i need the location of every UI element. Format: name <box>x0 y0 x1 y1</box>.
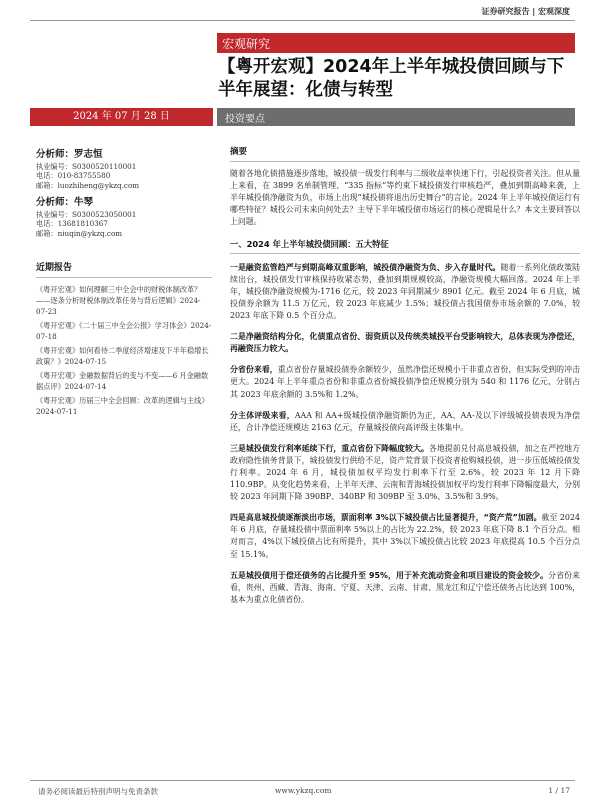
paragraph-lead: 五是城投债用于偿还债务的占比提升至 95%，用于补充流动资金和项目建设的资金较少。 <box>230 570 549 580</box>
page-number: 1 / 17 <box>548 786 570 795</box>
report-date: 2024 年 07 月 28 日 <box>30 108 213 126</box>
header-divider <box>30 20 575 21</box>
recent-report-item[interactable]: 《粤开宏观》如何看待二季度经济增速及下半年稳增长政策？》2024-07-15 <box>36 345 209 366</box>
sidebar <box>36 150 212 420</box>
report-type-label: 证券研究报告 | 宏观深度 <box>481 7 570 16</box>
analyst-license: 执业编号：S0300520110001 <box>36 161 137 171</box>
paragraph-5 <box>230 443 580 503</box>
paragraph-7 <box>230 570 580 606</box>
recent-report-item[interactable]: 《粤开宏观》金融数据背后的变与不变——6 月金融数据点评》2024-07-14 <box>36 370 209 391</box>
analyst-phone: 电话：13681810367 <box>36 219 108 228</box>
paragraph-1 <box>230 262 580 322</box>
recent-report-item[interactable]: 《粤开宏观》《二十届三中全会公报》学习体会》2024-07-18 <box>36 320 212 341</box>
paragraph-body: 随着一系列化债政策陆续出台，城投债发行审核保持收紧态势，叠加到期规模较高，净融资规模大幅回落。2024 年上半年，城投债净融资规模为-1716 亿元，较 2023 年同期减少 8901 亿元。截至 2024 年 6 月底，城投债券余额为 11.5 万亿元，较 2023 年底减少 1.5%；城投债占我国债券市场余额的 7.0%，较 2023 年底下降 0.5 个百分点。 <box>230 262 580 321</box>
paragraph-lead: 二是净融资结构分化，化债重点省份、弱资质以及传统类城投平台受影响较大，总体表现为净偿还，再融资压力较大。 <box>230 332 580 354</box>
recent-report-item[interactable]: 《粤开宏观》如何理解三中全会中的财税体制改革？——逐条分析财税体制改革任务与背后逻辑》2024-07-23 <box>36 284 202 316</box>
footer-divider <box>30 780 575 781</box>
analyst-license: 执业编号：S0300523050001 <box>36 209 137 219</box>
paragraph-lead: 四是高息城投债逐渐淡出市场，票面利率 3%以下城投债占比显著提升，“资产荒”加剧。 <box>230 513 542 523</box>
analyst-name: 分析师：牛琴 <box>36 197 94 208</box>
section-heading: 一、2024 年上半年城投债回顾：五大特征 <box>230 238 580 254</box>
paragraph-body: 各地提前兑付高息城投债，加之在严控地方政府隐性债务背景下，城投债发行供给不足，资产荒背景下投资者抢购城投债，进一步压低城投债发行利率。2024 年 6 月，城投债加权平均发行利率下行至 2.6%，较 2023 年 12 月下降 110.9BP。从变化趋势来看，上半年天津、云南和青海城投债加权平均发行利率下降幅度最大，分别较 2023 年同期下降 390BP、340BP 和 309BP 至 3.0%、3.5%和 3.9%。 <box>230 443 580 502</box>
paragraph-lead: 三是城投债发行利率延续下行，重点省份下降幅度较大。 <box>230 443 429 453</box>
analyst-name: 分析师：罗志恒 <box>36 149 103 160</box>
paragraph-6 <box>230 512 580 560</box>
analyst-email[interactable]: 邮箱：luozhiheng@ykzq.com <box>36 180 140 190</box>
abstract-intro: 随着各地化债措施逐步落地，城投债一级发行利率与二级收益率快速下行，引起投资者关注。但从量上来看，在 3899 名单制管理、“335 指标”等约束下城投债发行审核趋严，叠加到期高峰来袭，上半年城投债净融资为负，市场上出现“城投债将退出历史舞台”的言论。2024 年上半年城投债运行有哪些特征？城投公司未来向何处去？主导下半年城投债市场运行的核心逻辑是什么？本文主要回答以上问题。 <box>230 169 580 227</box>
paragraph-body: 重点省份存量城投债券余额较少，虽然净偿还规模小于非重点省份，但实际受到的冲击更大。2024 年上半年重点省份和非重点省份城投债净偿还规模分别为 540 和 1176 亿元，分别占其 2023 年底余额的 3.5%和 1.2%。 <box>230 365 580 399</box>
paragraph-3 <box>230 364 580 400</box>
paragraph-lead: 分主体评级来看， <box>230 410 295 420</box>
recent-report-item[interactable]: 《粤开宏观》历届三中全会回顾：改革的逻辑与主线》2024-07-11 <box>36 395 209 416</box>
paragraph-lead: 分省份来看， <box>230 365 278 375</box>
section-label: 投资要点 <box>225 114 265 125</box>
section-bar <box>217 108 575 126</box>
footer-url[interactable]: www.ykzq.com <box>275 786 332 795</box>
paragraph-lead: 一是融资监管趋严与到期高峰双重影响，城投债净融资为负、步入存量时代。 <box>230 262 501 272</box>
recent-reports-title: 近期报告 <box>36 264 212 278</box>
paragraph-2 <box>230 331 580 355</box>
analyst-card <box>36 150 212 190</box>
paragraph-body: AAA 和 AA+级城投债净融资额仍为正，AA、AA-及以下评级城投债表现为净偿还，合计净偿还规模达 2163 亿元，存量城投债向高评级主体集中。 <box>230 410 580 432</box>
category-bar <box>217 33 575 53</box>
paragraph-body: 截至 2024 年 6 月底，存量城投债中票面利率 5%以上的占比为 22.2%，较 2023 年底下降 8.1 个百分点。相对而言，4%以下城投债占比有所提升，其中 3%以下城投债占比较 2023 年底提高 10.5 个百分点至 15.1%。 <box>230 513 580 559</box>
paragraph-body: 分省份来看，贵州、西藏、青海、海南、宁夏、天津、云南、甘肃、黑龙江和辽宁偿还债务占比达到 100%，基本为重点化债省份。 <box>230 570 580 604</box>
abstract-title: 摘要 <box>230 146 580 162</box>
analyst-email[interactable]: 邮箱：niuqin@ykzq.com <box>36 228 123 238</box>
report-title: 【粤开宏观】2024年上半年城投债回顾与下半年展望：化债与转型 <box>218 57 565 100</box>
category-label: 宏观研究 <box>222 37 271 51</box>
abstract-column <box>230 146 580 615</box>
footer-disclaimer: 请务必阅读最后特别声明与免责条款 <box>38 787 158 796</box>
analyst-phone: 电话：010-83755580 <box>36 171 111 180</box>
analyst-card <box>36 198 212 238</box>
paragraph-4 <box>230 410 580 434</box>
